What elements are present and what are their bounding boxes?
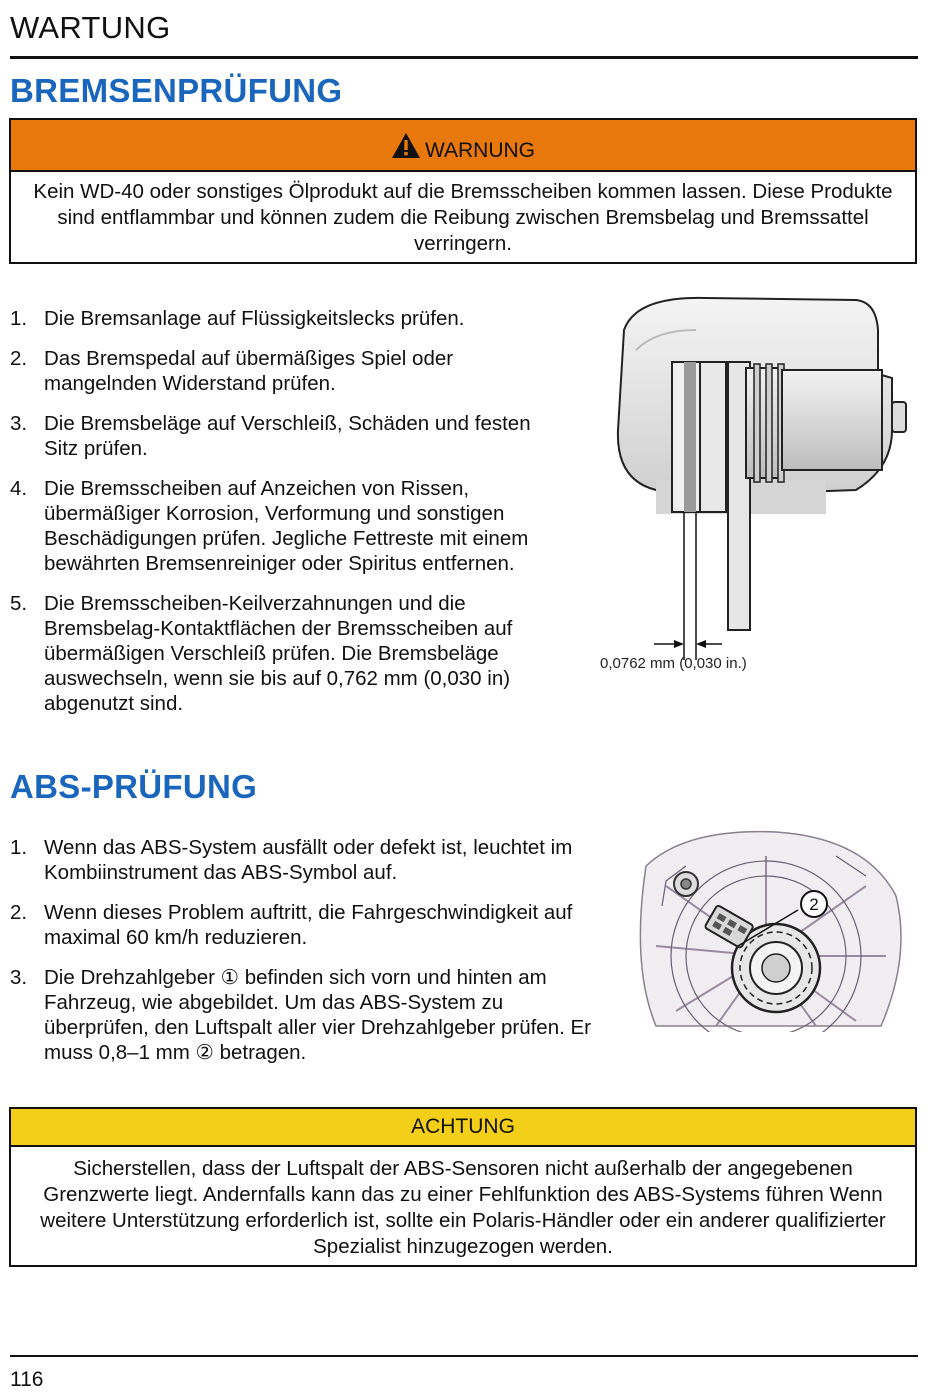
step-text: Wenn das ABS-System ausfällt oder defekt ist, leuchtet im Kombiinstrument das ABS-Symbol auf. [44,836,573,884]
header-divider [10,56,918,59]
list-item [10,835,600,885]
warning-triangle-icon [391,132,421,159]
warning-text: Kein WD-40 oder sonstiges Ölprodukt auf die Bremsscheiben kommen lassen. Diese Produkte sind entflammbar und können zudem die Reibung zwischen Bremsbelag und Bremssattel verringern. [33,180,893,255]
list-item [10,591,570,716]
page-number: 116 [10,1368,44,1391]
step-text: Wenn dieses Problem auftritt, die Fahrgeschwindigkeit auf maximal 60 km/h reduzieren. [44,901,573,949]
caution-box [9,1107,917,1267]
list-item [10,306,570,331]
list-item [10,411,570,461]
step-text: Die Bremsscheiben auf Anzeichen von Rissen, übermäßiger Korrosion, Verformung und sonstigen Beschädigungen prüfen. Jegliche Fettreste mit einem bewährten Bremsenreiniger oder Spiritus entfernen. [44,477,529,575]
abs-sensor-figure [626,826,908,1032]
page-header-title: WARTUNG [10,10,171,45]
brake-pad-right [700,362,726,512]
abs-steps-list [10,835,600,1080]
footer-divider [10,1355,918,1357]
step-number: 2. [10,347,28,370]
step-number: 1. [10,836,28,859]
measurement-label: 0,0762 mm (0,030 in.) [600,655,747,672]
list-item [10,900,600,950]
caution-label: ACHTUNG [11,1109,915,1147]
bleeder-nut [892,402,906,432]
warning-box [9,118,917,264]
section-title-brake: BREMSENPRÜFUNG [10,72,343,109]
step-text: Die Bremsbeläge auf Verschleiß, Schäden und festen Sitz prüfen. [44,412,531,460]
warning-box-header [11,120,915,172]
list-item [10,476,570,576]
warning-label: WARNUNG [424,139,536,162]
section-title-abs: ABS-PRÜFUNG [10,768,258,805]
list-item [10,965,600,1065]
step-number: 4. [10,477,28,500]
step-number: 1. [10,307,28,330]
step-text: Die Bremsscheiben-Keilverzahnungen und die Bremsbelag-Kontaktflächen der Bremsscheiben auf übermäßigen Verschleiß prüfen. Die Bremsbeläge auswechseln, wenn sie bis auf 0,762 mm (0,030 in) abgenutzt sind. [44,592,513,715]
step-text: Das Bremspedal auf übermäßiges Spiel oder mangelnden Widerstand prüfen. [44,347,454,395]
brake-caliper-figure [596,290,916,690]
step-text: Die Bremsanlage auf Flüssigkeitslecks prüfen. [44,307,465,330]
brake-steps-list [10,306,570,731]
step-text: Die Drehzahlgeber ① befinden sich vorn und hinten am Fahrzeug, wie abgebildet. Um das ABS-System zu überprüfen, den Luftspalt aller vier Drehzahlgeber prüfen. Er muss 0,8–1 mm ② betragen. [44,966,591,1064]
step-number: 2. [10,901,28,924]
list-item [10,346,570,396]
step-number: 3. [10,966,28,989]
callout-number: 2 [809,895,819,914]
step-number: 5. [10,592,28,615]
caution-text: Sicherstellen, dass der Luftspalt der ABS-Sensoren nicht außerhalb der angegebenen Grenzwerte liegt. Andernfalls kann das zu einer Fehlfunktion des ABS-Systems führen Wenn weitere Unterstützung erforderlich ist, sollte ein Polaris-Händler oder ein anderer qualifizierter Spezialist hinzugezogen werden. [40,1157,886,1258]
step-number: 3. [10,412,28,435]
